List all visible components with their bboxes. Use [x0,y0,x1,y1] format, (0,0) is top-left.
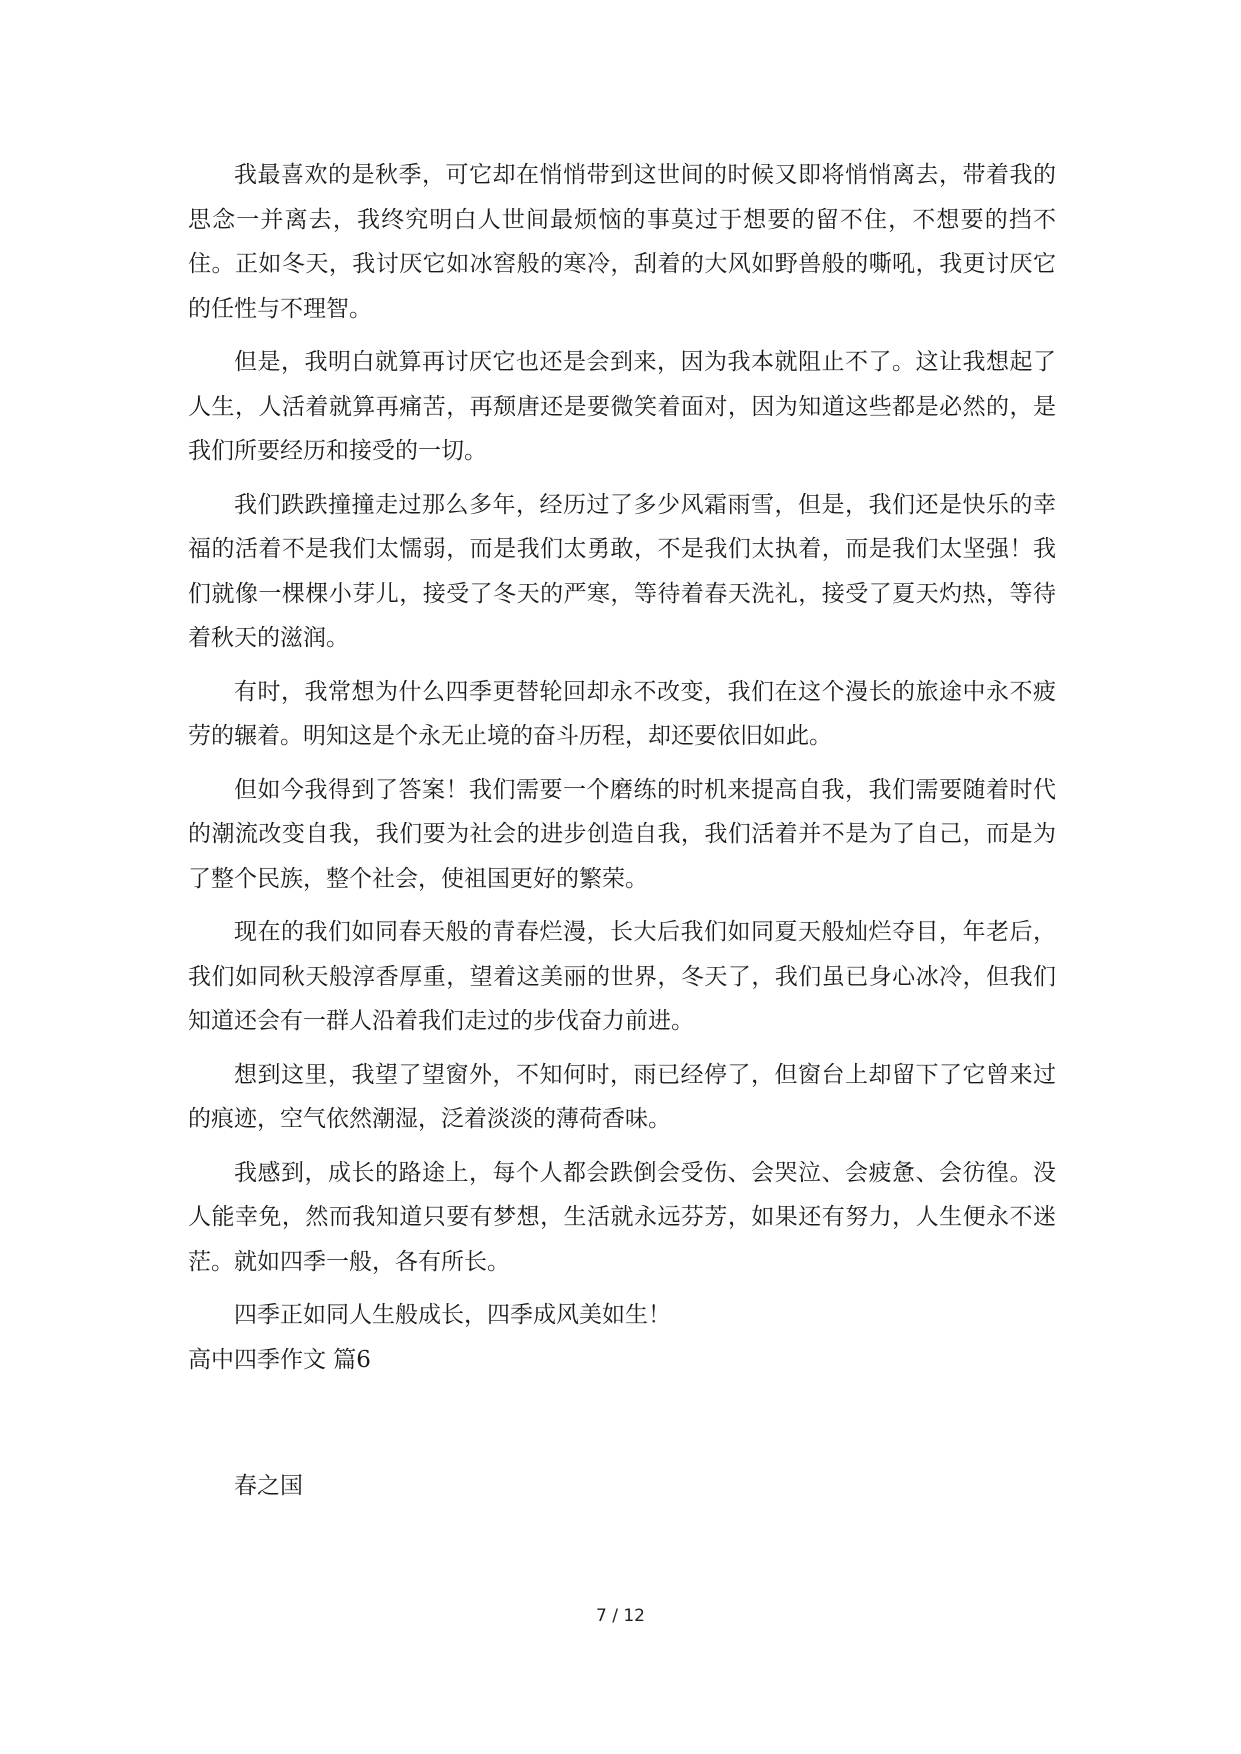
paragraph: 现在的我们如同春天般的青春烂漫，长大后我们如同夏天般灿烂夺目，年老后，我们如同秋天般淳香厚重，望着这美丽的世界，冬天了，我们虽已身心冰冷，但我们知道还会有一群人沿着我们走过的步伐奋力前进。 [188,919,1056,1034]
paragraph: 想到这里，我望了望窗外，不知何时，雨已经停了，但窗台上却留下了它曾来过的痕迹，空气依然潮湿，泛着淡淡的薄荷香味。 [188,1061,1056,1132]
page-number: 7 / 12 [596,1606,645,1626]
paragraph: 有时，我常想为什么四季更替轮回却永不改变，我们在这个漫长的旅途中永不疲劳的辗着。明知这是个永无止境的奋斗历程，却还要依旧如此。 [188,678,1056,749]
paragraph: 我感到，成长的路途上，每个人都会跌倒会受伤、会哭泣、会疲惫、会彷徨。没人能幸免，然而我知道只要有梦想，生活就永远芬芳，如果还有努力，人生便永不迷茫。就如四季一般，各有所长。 [188,1159,1056,1275]
paragraph: 但如今我得到了答案！我们需要一个磨练的时机来提高自我，我们需要随着时代的潮流改变自我，我们要为社会的进步创造自我，我们活着并不是为了自己，而是为了整个民族，整个社会，使祖国更好的繁荣。 [188,776,1056,892]
paragraph: 但是，我明白就算再讨厌它也还是会到来，因为我本就阻止不了。这让我想起了人生，人活着就算再痛苦，再颓唐还是要微笑着面对，因为知道这些都是必然的，是我们所要经历和接受的一切。 [188,349,1056,464]
section-heading: 高中四季作文 篇6 [188,1346,371,1373]
paragraph: 我们跌跌撞撞走过那么多年，经历过了多少风霜雨雪，但是，我们还是快乐的幸福的活着不是我们太懦弱，而是我们太勇敢，不是我们太执着，而是我们太坚强！我们就像一棵棵小芽儿，接受了冬天的严寒，等待着春天洗礼，接受了夏天灼热，等待着秋天的滋润。 [188,491,1056,651]
paragraph: 我最喜欢的是秋季，可它却在悄悄带到这世间的时候又即将悄悄离去，带着我的思念一并离去，我终究明白人世间最烦恼的事莫过于想要的留不住，不想要的挡不住。正如冬天，我讨厌它如冰窖般的寒冷，刮着的大风如野兽般的嘶吼，我更讨厌它的任性与不理智。 [188,162,1056,322]
essay-title: 春之国 [234,1473,303,1499]
paragraph: 四季正如同人生般成长，四季成风美如生！ [234,1302,671,1328]
document-body [188,153,1056,1509]
